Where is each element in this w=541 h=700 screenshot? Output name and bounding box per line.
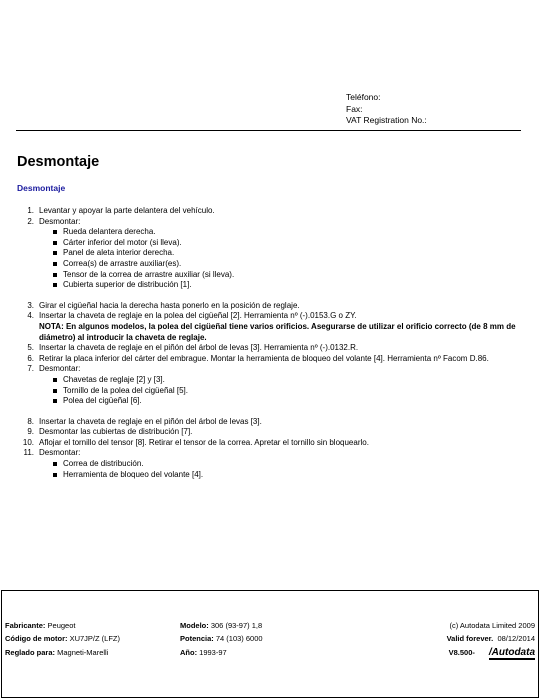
sub-item <box>17 386 527 397</box>
procedure-step <box>17 448 527 459</box>
square-bullet-icon <box>53 462 57 466</box>
step-text: Desmontar: <box>39 364 81 374</box>
sub-item <box>17 459 527 470</box>
procedure-step <box>17 311 527 343</box>
step-group-gap <box>17 480 527 490</box>
sub-item <box>17 227 527 238</box>
procedure-step <box>17 438 527 449</box>
square-bullet-icon <box>53 399 57 403</box>
step-text: Insertar la chaveta de reglaje en el piñón del árbol de levas [3]. Herramienta nº (-).0132.R. <box>39 343 359 353</box>
procedure-steps <box>17 206 527 490</box>
sub-item <box>17 280 527 291</box>
footer-engine-code: Código de motor: XU7JP/Z (LFZ) <box>5 634 121 644</box>
step-text: Levantar y apoyar la parte delantera del vehículo. <box>39 206 215 215</box>
footer-power: Potencia: 74 (103) 6000 <box>180 634 263 644</box>
square-bullet-icon <box>53 230 57 234</box>
footer-manufacturer: Fabricante: Peugeot <box>5 621 76 630</box>
step-number: 6. <box>27 353 34 363</box>
footer-version: V8.500- /Autodata <box>448 646 535 658</box>
footer-model: Modelo: 306 (93-97) 1,8 <box>180 621 263 630</box>
step-group-gap <box>17 291 527 301</box>
sub-item <box>17 248 527 259</box>
footer-copyright: (c) Autodata Limited 2009 <box>449 621 535 630</box>
step-number: 10. <box>22 437 34 447</box>
procedure-step <box>17 364 527 375</box>
procedure-step <box>17 417 527 428</box>
square-bullet-icon <box>53 283 57 287</box>
step-number: 2. <box>27 216 34 226</box>
footer-right-col <box>447 619 535 660</box>
step-number: 3. <box>27 300 34 310</box>
step-group-gap <box>17 407 527 417</box>
square-bullet-icon <box>53 241 57 245</box>
sub-item-text: Herramienta de bloqueo del volante [4]. <box>63 469 204 479</box>
step-text: Girar el cigüeñal hacia la derecha hasta ponerlo en la posición de reglaje. <box>39 300 300 310</box>
sub-item <box>17 375 527 386</box>
phone-label: Teléfono: <box>346 92 381 102</box>
section-subtitle: Desmontaje <box>17 183 66 193</box>
contact-block <box>346 92 427 127</box>
sub-item-text: Panel de aleta interior derecha. <box>63 248 175 258</box>
step-text: Retirar la placa inferior del cárter del embrague. Montar la herramienta de bloqueo del volante [4]. Herramienta nº Facom D.86. <box>39 353 489 363</box>
square-bullet-icon <box>53 473 57 477</box>
sub-item-text: Chavetas de reglaje [2] y [3]. <box>63 374 165 384</box>
step-note: NOTA: En algunos modelos, la polea del cigüeñal tiene varios orificios. Asegurarse de utilizar el orificio correcto (de 8 mm de diámetro) al introducir la chaveta de reglaje. <box>39 321 516 342</box>
sub-item <box>17 270 527 281</box>
sub-item <box>17 259 527 270</box>
footer-validity: Valid forever. 08/12/2014 <box>446 634 535 644</box>
step-text: Insertar la chaveta de reglaje en la polea del cigüeñal [2]. Herramienta nº (-).0153.G o ZY. <box>39 311 357 321</box>
step-number: 7. <box>27 364 34 374</box>
step-number: 8. <box>27 416 34 426</box>
procedure-step <box>17 343 527 354</box>
vat-label: VAT Registration No.: <box>346 115 427 125</box>
step-number: 5. <box>27 343 34 353</box>
sub-item-text: Correa de distribución. <box>63 459 144 469</box>
fax-label: Fax: <box>346 103 363 114</box>
step-number: 4. <box>27 311 34 321</box>
step-text: Insertar la chaveta de reglaje en el piñón del árbol de levas [3]. <box>39 416 262 426</box>
footer-year: Año: 1993-97 <box>180 647 227 657</box>
sub-item-text: Cubierta superior de distribución [1]. <box>63 280 192 290</box>
step-number: 1. <box>27 206 34 215</box>
step-text: Aflojar el tornillo del tensor [8]. Retirar el tensor de la correa. Apretar el tornillo sin bloquearlo. <box>39 437 369 447</box>
step-text: Desmontar: <box>39 216 81 226</box>
procedure-step <box>17 206 527 217</box>
procedure-step <box>17 427 527 438</box>
footer-vehicle-col <box>5 619 120 659</box>
procedure-step <box>17 217 527 228</box>
footer-tuned-for: Reglado para: Magneti-Marelli <box>5 647 109 657</box>
square-bullet-icon <box>53 389 57 393</box>
procedure-step <box>17 301 527 312</box>
page-title: Desmontaje <box>17 154 100 170</box>
sub-item-text: Correa(s) de arrastre auxiliar(es). <box>63 258 182 268</box>
footer-box <box>1 590 539 698</box>
step-text: Desmontar: <box>39 448 81 458</box>
step-text: Desmontar las cubiertas de distribución [7]. <box>39 427 193 437</box>
header-divider <box>16 130 521 131</box>
sub-item-text: Tornillo de la polea del cigüeñal [5]. <box>63 385 188 395</box>
sub-item <box>17 238 527 249</box>
autodata-logo: /Autodata <box>488 646 535 658</box>
sub-item-text: Polea del cigüeñal [6]. <box>63 396 142 406</box>
sub-item <box>17 396 527 407</box>
sub-item-text: Tensor de la correa de arrastre auxiliar (si lleva). <box>63 269 235 279</box>
square-bullet-icon <box>53 251 57 255</box>
sub-item-text: Rueda delantera derecha. <box>63 227 156 237</box>
square-bullet-icon <box>53 378 57 382</box>
square-bullet-icon <box>53 262 57 266</box>
step-number: 9. <box>27 427 34 437</box>
square-bullet-icon <box>53 273 57 277</box>
sub-item <box>17 470 527 481</box>
procedure-step <box>17 354 527 365</box>
sub-item-text: Cárter inferior del motor (si lleva). <box>63 237 182 247</box>
footer-model-col <box>180 619 263 659</box>
step-number: 11. <box>23 448 34 458</box>
